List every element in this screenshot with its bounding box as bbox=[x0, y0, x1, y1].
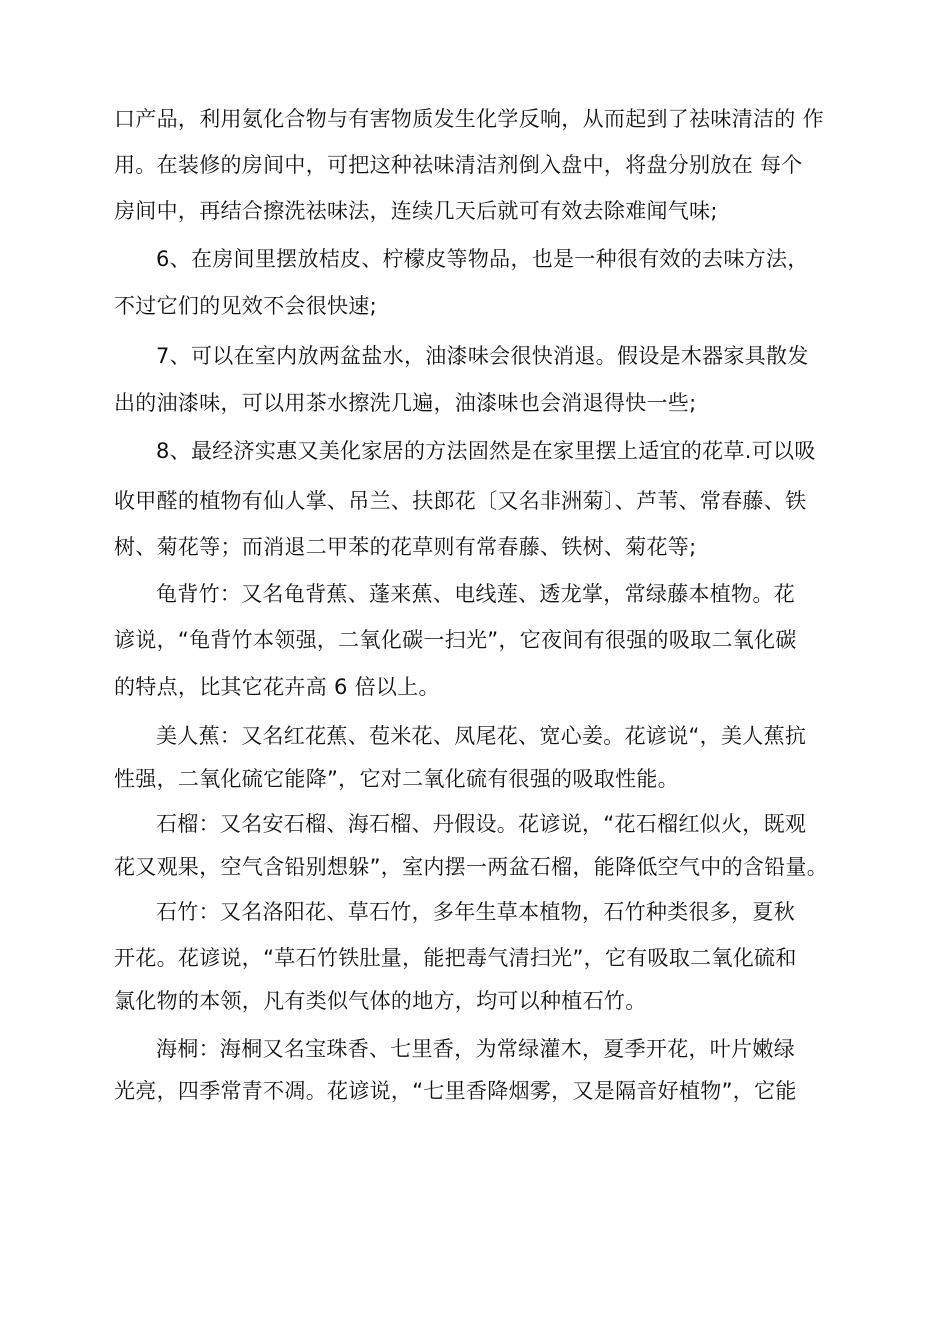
text-line: 房间中，再结合擦洗祛味法，连续几天后就可有效去除难闻气味; bbox=[114, 199, 718, 223]
text-line: 石竹：又名洛阳花、草石竹，多年生草本植物，石竹种类很多，夏秋 bbox=[156, 900, 795, 924]
text-line: 开花。花谚说，“草石竹铁肚量，能把毒气清扫光”，它有吸取二氧化硫和 bbox=[114, 946, 797, 970]
text-line: 石榴：又名安石榴、海石榴、丹假设。花谚说，“花石榴红似火，既观 bbox=[156, 812, 807, 836]
text-line: 氯化物的本领，凡有类似气体的地方，均可以种植石竹。 bbox=[114, 989, 647, 1013]
text-line: 性强，二氧化硫它能降”，它对二氧化硫有很强的吸取性能。 bbox=[114, 767, 679, 791]
text-line: 树、菊花等；而消退二甲苯的花草则有常春藤、铁树、菊花等; bbox=[114, 535, 697, 559]
text-line: 海桐：海桐又名宝珠香、七里香，为常绿灌木，夏季开花，叶片嫩绿 bbox=[156, 1037, 795, 1061]
text-line: 8、最经济实惠又美化家居的方法固然是在家里摆上适宜的花草.可以吸 bbox=[156, 439, 816, 463]
text-line: 口产品，利用氨化合物与有害物质发生化学反响，从而起到了祛味清洁的 作 bbox=[114, 107, 824, 131]
text-line: 7、可以在室内放两盆盐水，油漆味会很快消退。假设是木器家具散发 bbox=[156, 344, 809, 368]
text-line: 6、在房间里摆放桔皮、柠檬皮等物品，也是一种很有效的去味方法， bbox=[156, 247, 809, 271]
text-line: 谚说，“龟背竹本领强，二氧化碳一扫光”，它夜间有很强的吸取二氧化碳 bbox=[114, 628, 797, 652]
text-line: 出的油漆味，可以用茶水擦洗几遍，油漆味也会消退得快一些; bbox=[114, 391, 697, 415]
text-line: 不过它们的见效不会很快速; bbox=[114, 294, 377, 318]
text-line: 龟背竹：又名龟背蕉、蓬来蕉、电线莲、透龙掌，常绿藤本植物。花 bbox=[156, 582, 795, 606]
text-line: 收甲醛的植物有仙人掌、吊兰、扶郎花〔又名非洲菊〕、芦苇、常春藤、铁 bbox=[114, 489, 807, 513]
text-line: 用。在装修的房间中，可把这种祛味清洁剂倒入盘中，将盘分别放在 每个 bbox=[114, 153, 803, 177]
text-line: 美人蕉：又名红花蕉、苞米花、凤尾花、宽心姜。花谚说“，美人蕉抗 bbox=[156, 724, 807, 748]
text-line: 光亮，四季常青不凋。花谚说，“七里香降烟雾，又是隔音好植物”，它能 bbox=[114, 1079, 797, 1103]
text-line: 的特点，比其它花卉高 6 倍以上。 bbox=[114, 675, 440, 699]
text-line: 花又观果，空气含铅别想躲”，室内摆一两盆石榴，能降低空气中的含铅量。 bbox=[114, 855, 829, 879]
